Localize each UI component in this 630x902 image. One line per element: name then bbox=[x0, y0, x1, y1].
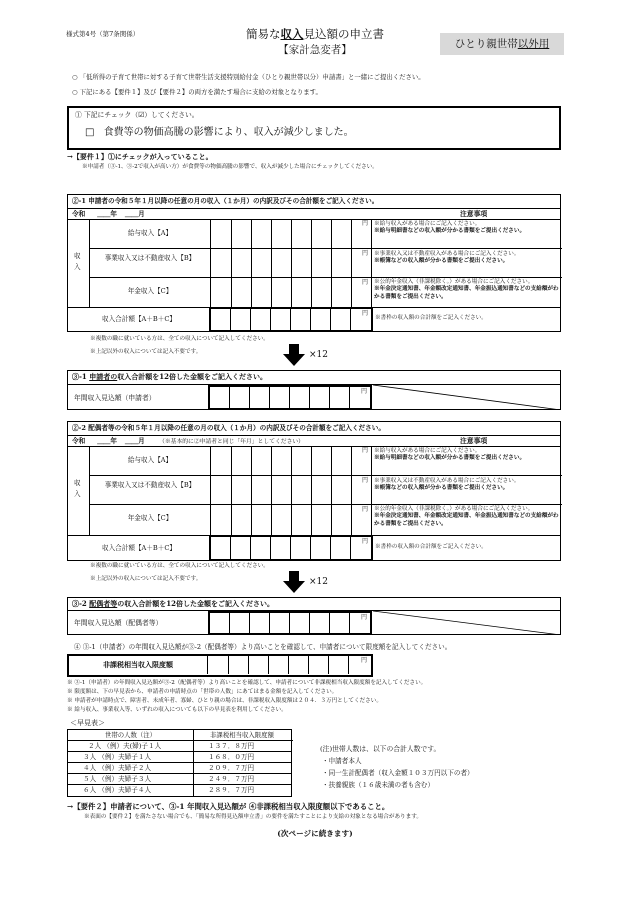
requirement-1-note: ※申請者（③-1、③-2で収入が高い方）が食費等の物価高騰の影響で、収入が減少した場合にチェックしてください。 bbox=[82, 164, 378, 170]
table-row: ５人 （例）夫婦子３人 ２４９．７万円 bbox=[68, 774, 291, 785]
section4-note-4: ※ 給与収入、事業収入等、いずれの収入についても以下の早見表を利用してください。 bbox=[67, 707, 287, 713]
spouse-income-total-label: 収入合計額【A＋B＋C】 bbox=[102, 544, 176, 552]
section1-box bbox=[67, 106, 561, 150]
intro-line-2: ○ 下記にある【要件１】及び【要件２】の両方を満たす場合に支給の対象となります。 bbox=[72, 88, 322, 96]
spouse-salary-income-label: 給与収入【A】 bbox=[127, 456, 173, 464]
table-row: ６人 （例）夫婦子４人 ２８９．７万円 bbox=[83, 786, 255, 794]
form-number: 様式第4号（第7条関係） bbox=[66, 30, 140, 38]
continue-next-page: (次ページに続きます) bbox=[277, 829, 353, 838]
decrease-statement: 食費等の物価高騰の影響により、収入が減少しました。 bbox=[103, 127, 354, 138]
household-note-item: ・申請者本人 bbox=[322, 757, 362, 765]
household-note-item: ・同一生計配偶者（収入金額１０３万円以下の者） bbox=[322, 769, 474, 777]
household-badge: ひとり親世帯以外用 bbox=[440, 33, 564, 55]
multiply-12: ×12 bbox=[309, 350, 328, 360]
multiply-12-2: ×12 bbox=[309, 577, 328, 587]
section2-2-foot-1: ※複数の職に就いている方は、全ての収入について記入してください。 bbox=[90, 563, 269, 569]
section3-1-box bbox=[67, 370, 561, 410]
section2-1-foot-1: ※複数の職に就いている方は、全ての収入について記入してください。 bbox=[90, 336, 269, 342]
section2-1-period: 令和 ＿＿年 ＿＿月 bbox=[72, 210, 145, 218]
section3-2-heading: ③-2 配偶者等の収入合計額を12倍した金額をご記入ください。 bbox=[72, 599, 274, 608]
quick-table-header-people: 世帯の人数（注） bbox=[104, 731, 157, 739]
spouse-pension-income-note: ※公的年金収入（非課税除く。）がある場合にご記入ください。 ※年金決定通知書、年金額改定通知書、年金振込通知書などの支給額がわかる書類をご提出ください。 bbox=[374, 506, 559, 527]
spouse-pension-income-label: 年金収入【C】 bbox=[127, 514, 173, 522]
quick-table-title: ＜早見表＞ bbox=[70, 719, 105, 727]
spouse-business-income-label: 事業収入又は不動産収入【B】 bbox=[104, 481, 196, 489]
household-note-item: ・扶養親族（１６歳未満の者も含む） bbox=[322, 781, 435, 789]
intro-line-1: ○ 「低所得の子育て世帯に対する子育て世帯生活支援特別給付金（ひとり親世帯以分）申請書」と一緒にご提出ください。 bbox=[72, 73, 425, 81]
limit-label: 非課税相当収入限度額 bbox=[103, 660, 173, 669]
section4-note-1: ※ ③-1（申請者）の年間収入見込額が③-2（配偶者等）より高いことを確認して、申請者について非課税相当収入限度額を記入してください。 bbox=[67, 680, 427, 686]
table-row: ４人 （例）夫婦子２人 ２０９．７万円 bbox=[68, 763, 291, 774]
requirement-2: →【要件２】申請者について、③-1 年間収入見込額が ④非課税相当収入限度額以下であること。 bbox=[67, 802, 390, 811]
salary-income-note: ※給与収入がある場合にご記入ください。 ※給与明細書などの収入額が分かる書類をご提出ください。 bbox=[374, 221, 526, 235]
notes-header: 注意事項 bbox=[460, 210, 488, 218]
table-row: ２人 （例）夫(婦)子１人 １３７．８万円 bbox=[68, 741, 291, 752]
section2-2-foot-2: ※上記以外の収入については記入不要です。 bbox=[90, 576, 202, 582]
spouse-income-total-input[interactable]: 円 bbox=[209, 535, 373, 561]
business-income-input[interactable]: 円 bbox=[210, 249, 372, 277]
annual-income-label-applicant: 年間収入見込額（申請者） bbox=[74, 394, 156, 402]
business-income-note: ※事業収入又は不動産収入がある場合にご記入ください。 ※帳簿などの収入額が分かる書類をご提出ください。 bbox=[374, 251, 520, 265]
spouse-salary-income-note: ※給与収入がある場合にご記入ください。 ※給与明細書などの収入額が分かる書類をご提出ください。 bbox=[374, 448, 526, 462]
spouse-salary-income-input[interactable]: 円 bbox=[210, 446, 372, 475]
income-total-note: ※書枠の収入額の合計額をご記入ください。 bbox=[375, 315, 487, 321]
page-subtitle: 【家計急変者】 bbox=[278, 44, 352, 56]
pension-income-note: ※公的年金収入（非課税除く。）がある場合にご記入ください。 ※年金決定通知書、年金額改定通知書、年金振込通知書などの支給額がわかる書類をご提出ください。 bbox=[374, 279, 559, 300]
section2-2-heading: ②-2 配偶者等の令和５年１月以降の任意の月の収入（１か月）の内訳及びその合計額をご記入ください。 bbox=[72, 424, 385, 432]
spouse-pension-income-input[interactable]: 円 bbox=[210, 505, 372, 535]
page-title: 簡易な収入見込額の申立書 bbox=[246, 27, 384, 41]
diagonal-line bbox=[373, 611, 561, 635]
limit-row bbox=[67, 654, 373, 677]
annual-income-label-spouse: 年間収入見込額（配偶者等） bbox=[74, 619, 163, 627]
spouse-income-total-note: ※書枠の収入額の合計額をご記入ください。 bbox=[375, 544, 487, 550]
diagonal-line bbox=[373, 385, 561, 410]
section2-1-foot-2: ※上記以外の収入については記入不要です。 bbox=[90, 349, 202, 355]
spouse-business-income-input[interactable]: 円 bbox=[210, 476, 372, 504]
section2-2-period: 令和 ＿＿年 ＿＿月 （※基本的に②申請者と同じ「年月」としてください） bbox=[72, 437, 304, 445]
income-category: 収入 bbox=[74, 252, 81, 271]
section4-note-3: ※ 申請者が申請時点で、障害者、未成年者、寡婦、ひとり親の場合は、非課税収入限度額は２０４．３万円としてください。 bbox=[67, 698, 382, 704]
down-arrow-icon bbox=[283, 344, 305, 366]
pension-income-input[interactable]: 円 bbox=[210, 278, 372, 307]
requirement-2-note: ※表面の【要件２】を満たさない場合でも、「簡易な所得見込額申立書」の要件を満たすことにより支給の対象となる場合があります。 bbox=[84, 814, 422, 820]
pension-income-label: 年金収入【C】 bbox=[127, 287, 173, 295]
down-arrow-icon bbox=[283, 571, 305, 593]
section1-heading: ① 下記にチェック（☑）してください。 bbox=[75, 111, 199, 119]
salary-income-input[interactable]: 円 bbox=[210, 219, 372, 248]
section2-2-table bbox=[67, 421, 561, 561]
salary-income-label: 給与収入【A】 bbox=[127, 229, 173, 237]
household-note-title: (注)世帯人数は、以下の合計人数です。 bbox=[320, 745, 441, 753]
income-total-label: 収入合計額【A＋B＋C】 bbox=[102, 315, 176, 323]
annual-income-input-spouse[interactable]: 円 bbox=[208, 611, 372, 635]
requirement-1: →【要件１】①にチェックが入っていること。 bbox=[67, 152, 213, 161]
income-category-2: 収入 bbox=[74, 479, 81, 498]
limit-input[interactable]: 円 bbox=[207, 656, 370, 674]
income-total-input[interactable]: 円 bbox=[209, 307, 373, 332]
decrease-checkbox[interactable]: □ bbox=[85, 127, 95, 138]
section4-note-2: ※ 限度額は、下の早見表から、申請者の申請時点の「世帯の人数」にあてはまる金額を記入してください。 bbox=[67, 689, 338, 695]
section3-2-box bbox=[67, 597, 561, 635]
section2-1-table bbox=[67, 194, 561, 332]
quick-table bbox=[67, 729, 292, 797]
annual-income-input-applicant[interactable]: 円 bbox=[208, 385, 372, 410]
quick-table-header-limit: 非課税相当収入限度額 bbox=[210, 731, 274, 739]
spouse-business-income-note: ※事業収入又は不動産収入がある場合にご記入ください。 ※帳簿などの収入額が分かる書類をご提出ください。 bbox=[374, 478, 520, 492]
section2-1-heading: ②-1 申請者の令和５年１月以降の任意の月の収入（１か月）の内訳及びその合計額をご記入ください。 bbox=[72, 197, 379, 205]
section1-statement-row bbox=[85, 127, 354, 140]
business-income-label: 事業収入又は不動産収入【B】 bbox=[104, 254, 196, 262]
section4-heading: ④ ③-1（申請者）の年間収入見込額が③-2（配偶者等）より高いことを確認して、申請者について限度額を記入してください。 bbox=[74, 643, 452, 651]
notes-header-2: 注意事項 bbox=[460, 437, 488, 445]
section3-1-heading: ③-1 申請者の収入合計額を12倍した金額をご記入ください。 bbox=[72, 372, 267, 381]
table-row: ３人 （例）夫婦子１人 １６８．０万円 bbox=[68, 752, 291, 763]
